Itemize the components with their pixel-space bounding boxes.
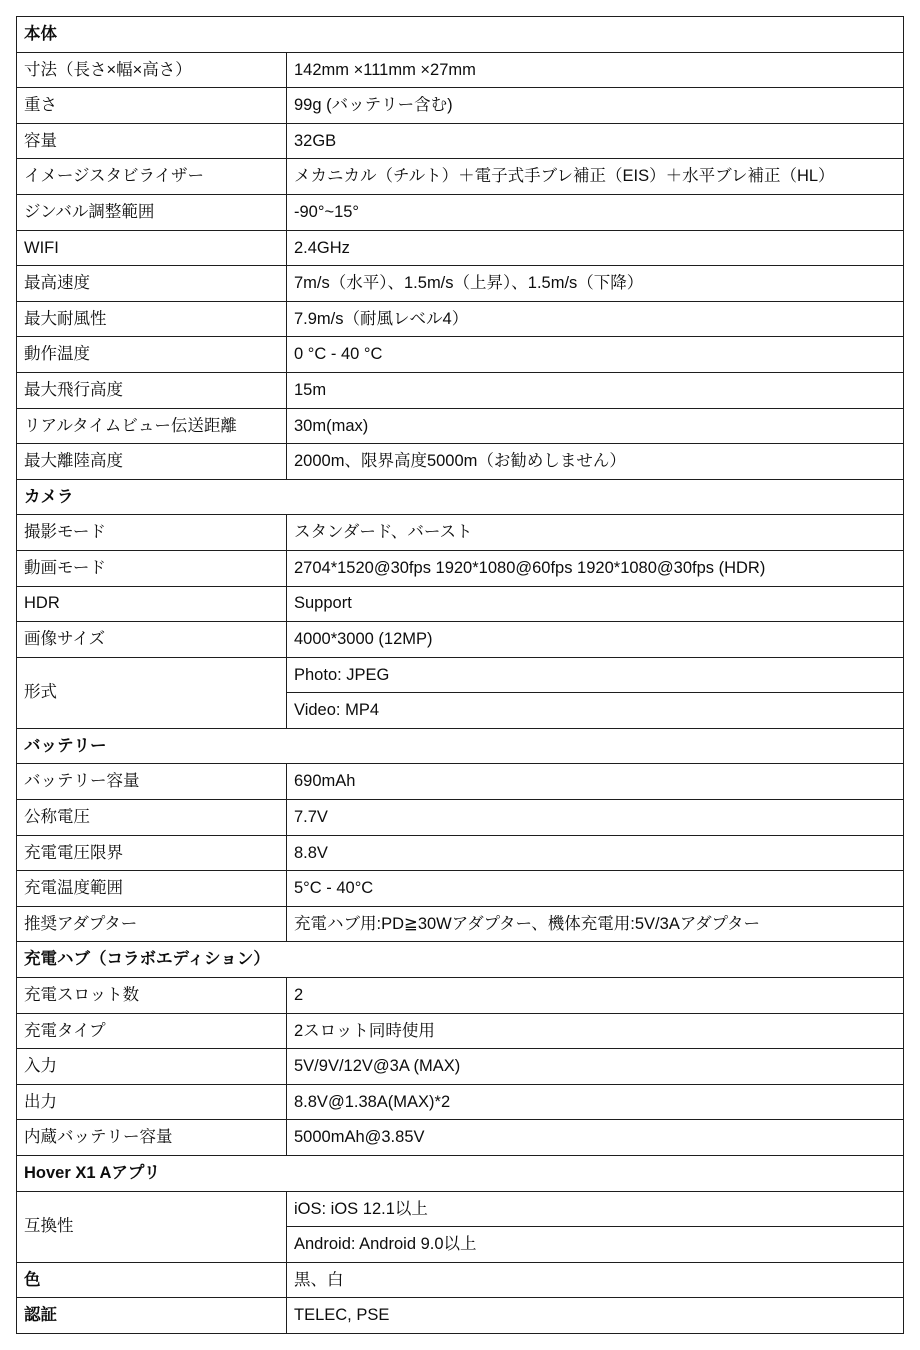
spec-label-cell: 最大離陸高度 <box>17 444 287 480</box>
spec-label-cell: ジンバル調整範囲 <box>17 194 287 230</box>
table-row <box>17 800 904 836</box>
spec-label-cell: 公称電圧 <box>17 800 287 836</box>
spec-value-cell: スタンダード、バースト <box>287 515 904 551</box>
section-row <box>17 942 904 978</box>
table-row <box>17 1120 904 1156</box>
spec-value-cell: Photo: JPEG <box>287 657 904 693</box>
spec-label-cell: 動画モード <box>17 550 287 586</box>
spec-value-cell: 142mm ×111mm ×27mm <box>287 52 904 88</box>
spec-label-cell: 最大耐風性 <box>17 301 287 337</box>
spec-label-cell: 動作温度 <box>17 337 287 373</box>
table-row <box>17 978 904 1014</box>
spec-label-cell: 色 <box>17 1262 287 1298</box>
table-row <box>17 52 904 88</box>
table-row <box>17 194 904 230</box>
spec-label-cell: 充電電圧限界 <box>17 835 287 871</box>
section-header-cell: バッテリー <box>17 728 904 764</box>
spec-label-cell: 充電タイプ <box>17 1013 287 1049</box>
spec-label-cell: 推奨アダプター <box>17 906 287 942</box>
spec-label-cell: 入力 <box>17 1049 287 1085</box>
table-row <box>17 88 904 124</box>
spec-value-cell: 8.8V@1.38A(MAX)*2 <box>287 1084 904 1120</box>
spec-value-cell: 2.4GHz <box>287 230 904 266</box>
table-row <box>17 835 904 871</box>
table-row <box>17 515 904 551</box>
spec-value-cell: 2スロット同時使用 <box>287 1013 904 1049</box>
spec-value-cell: 5°C - 40°C <box>287 871 904 907</box>
table-row <box>17 444 904 480</box>
spec-value-cell: 99g (バッテリー含む) <box>287 88 904 124</box>
spec-value-cell: 7m/s（水平）、1.5m/s（上昇）、1.5m/s（下降） <box>287 266 904 302</box>
table-row <box>17 123 904 159</box>
spec-value-cell: 32GB <box>287 123 904 159</box>
section-row <box>17 728 904 764</box>
spec-label-cell: 画像サイズ <box>17 622 287 658</box>
spec-value-cell: 7.7V <box>287 800 904 836</box>
section-header-cell: Hover X1 Aアプリ <box>17 1156 904 1192</box>
section-header-cell: 本体 <box>17 17 904 53</box>
spec-value-cell: 7.9m/s（耐風レベル4） <box>287 301 904 337</box>
table-row <box>17 871 904 907</box>
spec-value-cell: 5V/9V/12V@3A (MAX) <box>287 1049 904 1085</box>
spec-label-cell: リアルタイムビュー伝送距離 <box>17 408 287 444</box>
spec-value-cell: 690mAh <box>287 764 904 800</box>
spec-value-cell: iOS: iOS 12.1以上 <box>287 1191 904 1227</box>
table-row <box>17 408 904 444</box>
spec-value-cell: メカニカル（チルト）＋電子式手ブレ補正（EIS）＋水平ブレ補正（HL） <box>287 159 904 195</box>
spec-value-cell: 0 °C - 40 °C <box>287 337 904 373</box>
spec-label-cell: 重さ <box>17 88 287 124</box>
table-row <box>17 764 904 800</box>
table-row <box>17 1298 904 1334</box>
table-row <box>17 337 904 373</box>
section-row <box>17 1156 904 1192</box>
section-row <box>17 17 904 53</box>
table-row <box>17 1084 904 1120</box>
spec-value-cell: -90°~15° <box>287 194 904 230</box>
table-row <box>17 266 904 302</box>
spec-label-cell: 互換性 <box>17 1191 287 1262</box>
table-row <box>17 1049 904 1085</box>
spec-value-cell: 15m <box>287 372 904 408</box>
spec-label-cell: 内蔵バッテリー容量 <box>17 1120 287 1156</box>
spec-value-cell: Android: Android 9.0以上 <box>287 1227 904 1263</box>
spec-table-body <box>17 17 904 1334</box>
table-row <box>17 906 904 942</box>
spec-value-cell: 2000m、限界高度5000m（お勧めしません） <box>287 444 904 480</box>
section-row <box>17 479 904 515</box>
spec-value-cell: 5000mAh@3.85V <box>287 1120 904 1156</box>
spec-label-cell: HDR <box>17 586 287 622</box>
table-row <box>17 301 904 337</box>
spec-label-cell: 認証 <box>17 1298 287 1334</box>
section-header-cell: カメラ <box>17 479 904 515</box>
spec-label-cell: 形式 <box>17 657 287 728</box>
table-row <box>17 550 904 586</box>
spec-value-cell: 2704*1520@30fps 1920*1080@60fps 1920*1080@30fps (HDR) <box>287 550 904 586</box>
spec-label-cell: バッテリー容量 <box>17 764 287 800</box>
spec-value-cell: 4000*3000 (12MP) <box>287 622 904 658</box>
spec-value-cell: 黒、白 <box>287 1262 904 1298</box>
spec-value-cell: 充電ハブ用:PD≧30Wアダプター、機体充電用:5V/3Aアダプター <box>287 906 904 942</box>
table-row <box>17 230 904 266</box>
spec-value-cell: 8.8V <box>287 835 904 871</box>
spec-label-cell: イメージスタビライザー <box>17 159 287 195</box>
spec-value-cell: Video: MP4 <box>287 693 904 729</box>
table-row <box>17 622 904 658</box>
spec-label-cell: 撮影モード <box>17 515 287 551</box>
spec-label-cell: 充電温度範囲 <box>17 871 287 907</box>
spec-value-cell: Support <box>287 586 904 622</box>
spec-value-cell: TELEC, PSE <box>287 1298 904 1334</box>
table-row <box>17 1191 904 1227</box>
section-header-cell: 充電ハブ（コラボエディション） <box>17 942 904 978</box>
spec-label-cell: 最高速度 <box>17 266 287 302</box>
table-row <box>17 159 904 195</box>
spec-label-cell: 最大飛行高度 <box>17 372 287 408</box>
table-row <box>17 1262 904 1298</box>
spec-table <box>16 16 904 1334</box>
spec-value-cell: 30m(max) <box>287 408 904 444</box>
table-row <box>17 372 904 408</box>
spec-value-cell: 2 <box>287 978 904 1014</box>
spec-label-cell: WIFI <box>17 230 287 266</box>
table-row <box>17 657 904 693</box>
table-row <box>17 1013 904 1049</box>
table-row <box>17 586 904 622</box>
spec-label-cell: 容量 <box>17 123 287 159</box>
spec-label-cell: 寸法（長さ×幅×高さ） <box>17 52 287 88</box>
spec-label-cell: 充電スロット数 <box>17 978 287 1014</box>
spec-label-cell: 出力 <box>17 1084 287 1120</box>
